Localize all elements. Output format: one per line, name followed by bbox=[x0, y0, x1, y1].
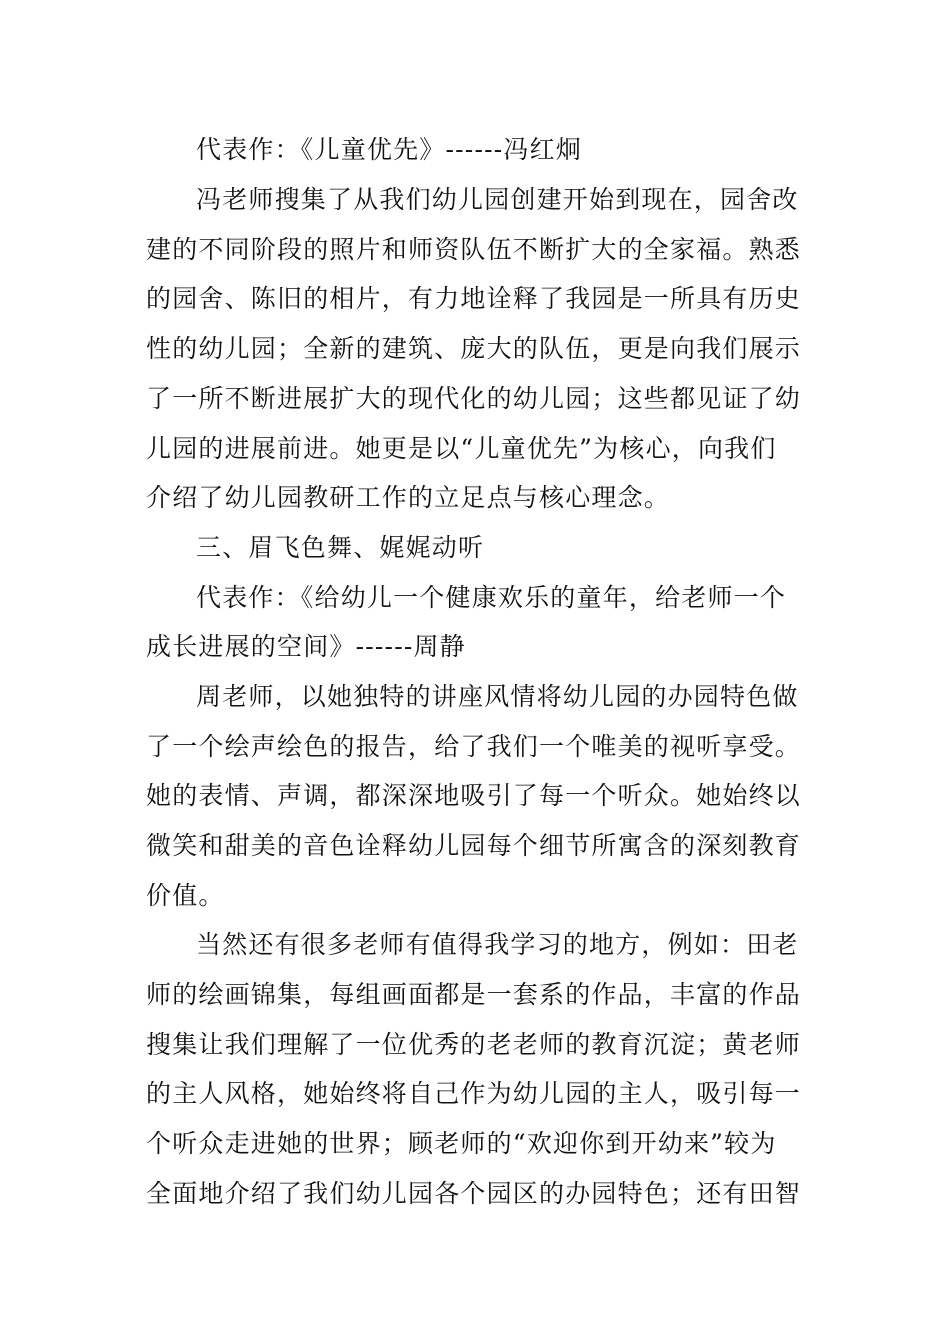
text-line: 成长进展的空间》------周静 bbox=[146, 632, 466, 661]
text-line: 全面地介绍了我们幼儿园各个园区的办园特色；还有田智 bbox=[146, 1179, 802, 1208]
text-line: 她的表情、声调，都深深地吸引了每一个听众。她始终以 bbox=[146, 781, 802, 810]
text-line: 个听众走进她的世界；顾老师的“欢迎你到开幼来”较为 bbox=[146, 1129, 777, 1158]
text-line: 微笑和甜美的音色诠释幼儿园每个细节所寓含的深刻教育 bbox=[146, 831, 802, 860]
text-line: 的主人风格，她始终将自己作为幼儿园的主人，吸引每一 bbox=[146, 1079, 802, 1108]
text-line: 了一所不断进展扩大的现代化的幼儿园；这些都见证了幼 bbox=[146, 384, 802, 413]
text-line: 介绍了幼儿园教研工作的立足点与核心理念。 bbox=[146, 483, 671, 512]
text-line: 代表作：《给幼儿一个健康欢乐的童年，给老师一个 bbox=[196, 583, 787, 612]
text-line: 性的幼儿园；全新的建筑、庞大的队伍，更是向我们展示 bbox=[146, 334, 802, 363]
text-line: 冯老师搜集了从我们幼儿园创建开始到现在，园舍改 bbox=[196, 185, 799, 214]
text-line: 了一个绘声绘色的报告，给了我们一个唯美的视听享受。 bbox=[146, 732, 802, 761]
text-line: 当然还有很多老师有值得我学习的地方，例如：田老 bbox=[196, 930, 799, 959]
text-line: 师的绘画锦集，每组画面都是一套系的作品，丰富的作品 bbox=[146, 980, 802, 1009]
text-line: 的园舍、陈旧的相片，有力地诠释了我园是一所具有历史 bbox=[146, 284, 802, 313]
text-line: 价值。 bbox=[146, 881, 225, 910]
text-line: 建的不同阶段的照片和师资队伍不断扩大的全家福。熟悉 bbox=[146, 235, 802, 264]
text-line: 搜集让我们理解了一位优秀的老老师的教育沉淀；黄老师 bbox=[146, 1030, 802, 1059]
text-line: 儿园的进展前进。她更是以“儿童优先”为核心，向我们 bbox=[146, 434, 777, 463]
section-heading: 三、眉飞色舞、娓娓动听 bbox=[196, 533, 485, 562]
text-line: 周老师，以她独特的讲座风情将幼儿园的办园特色做 bbox=[196, 682, 799, 711]
text-line: 代表作：《儿童优先》------冯红炯 bbox=[196, 135, 582, 164]
